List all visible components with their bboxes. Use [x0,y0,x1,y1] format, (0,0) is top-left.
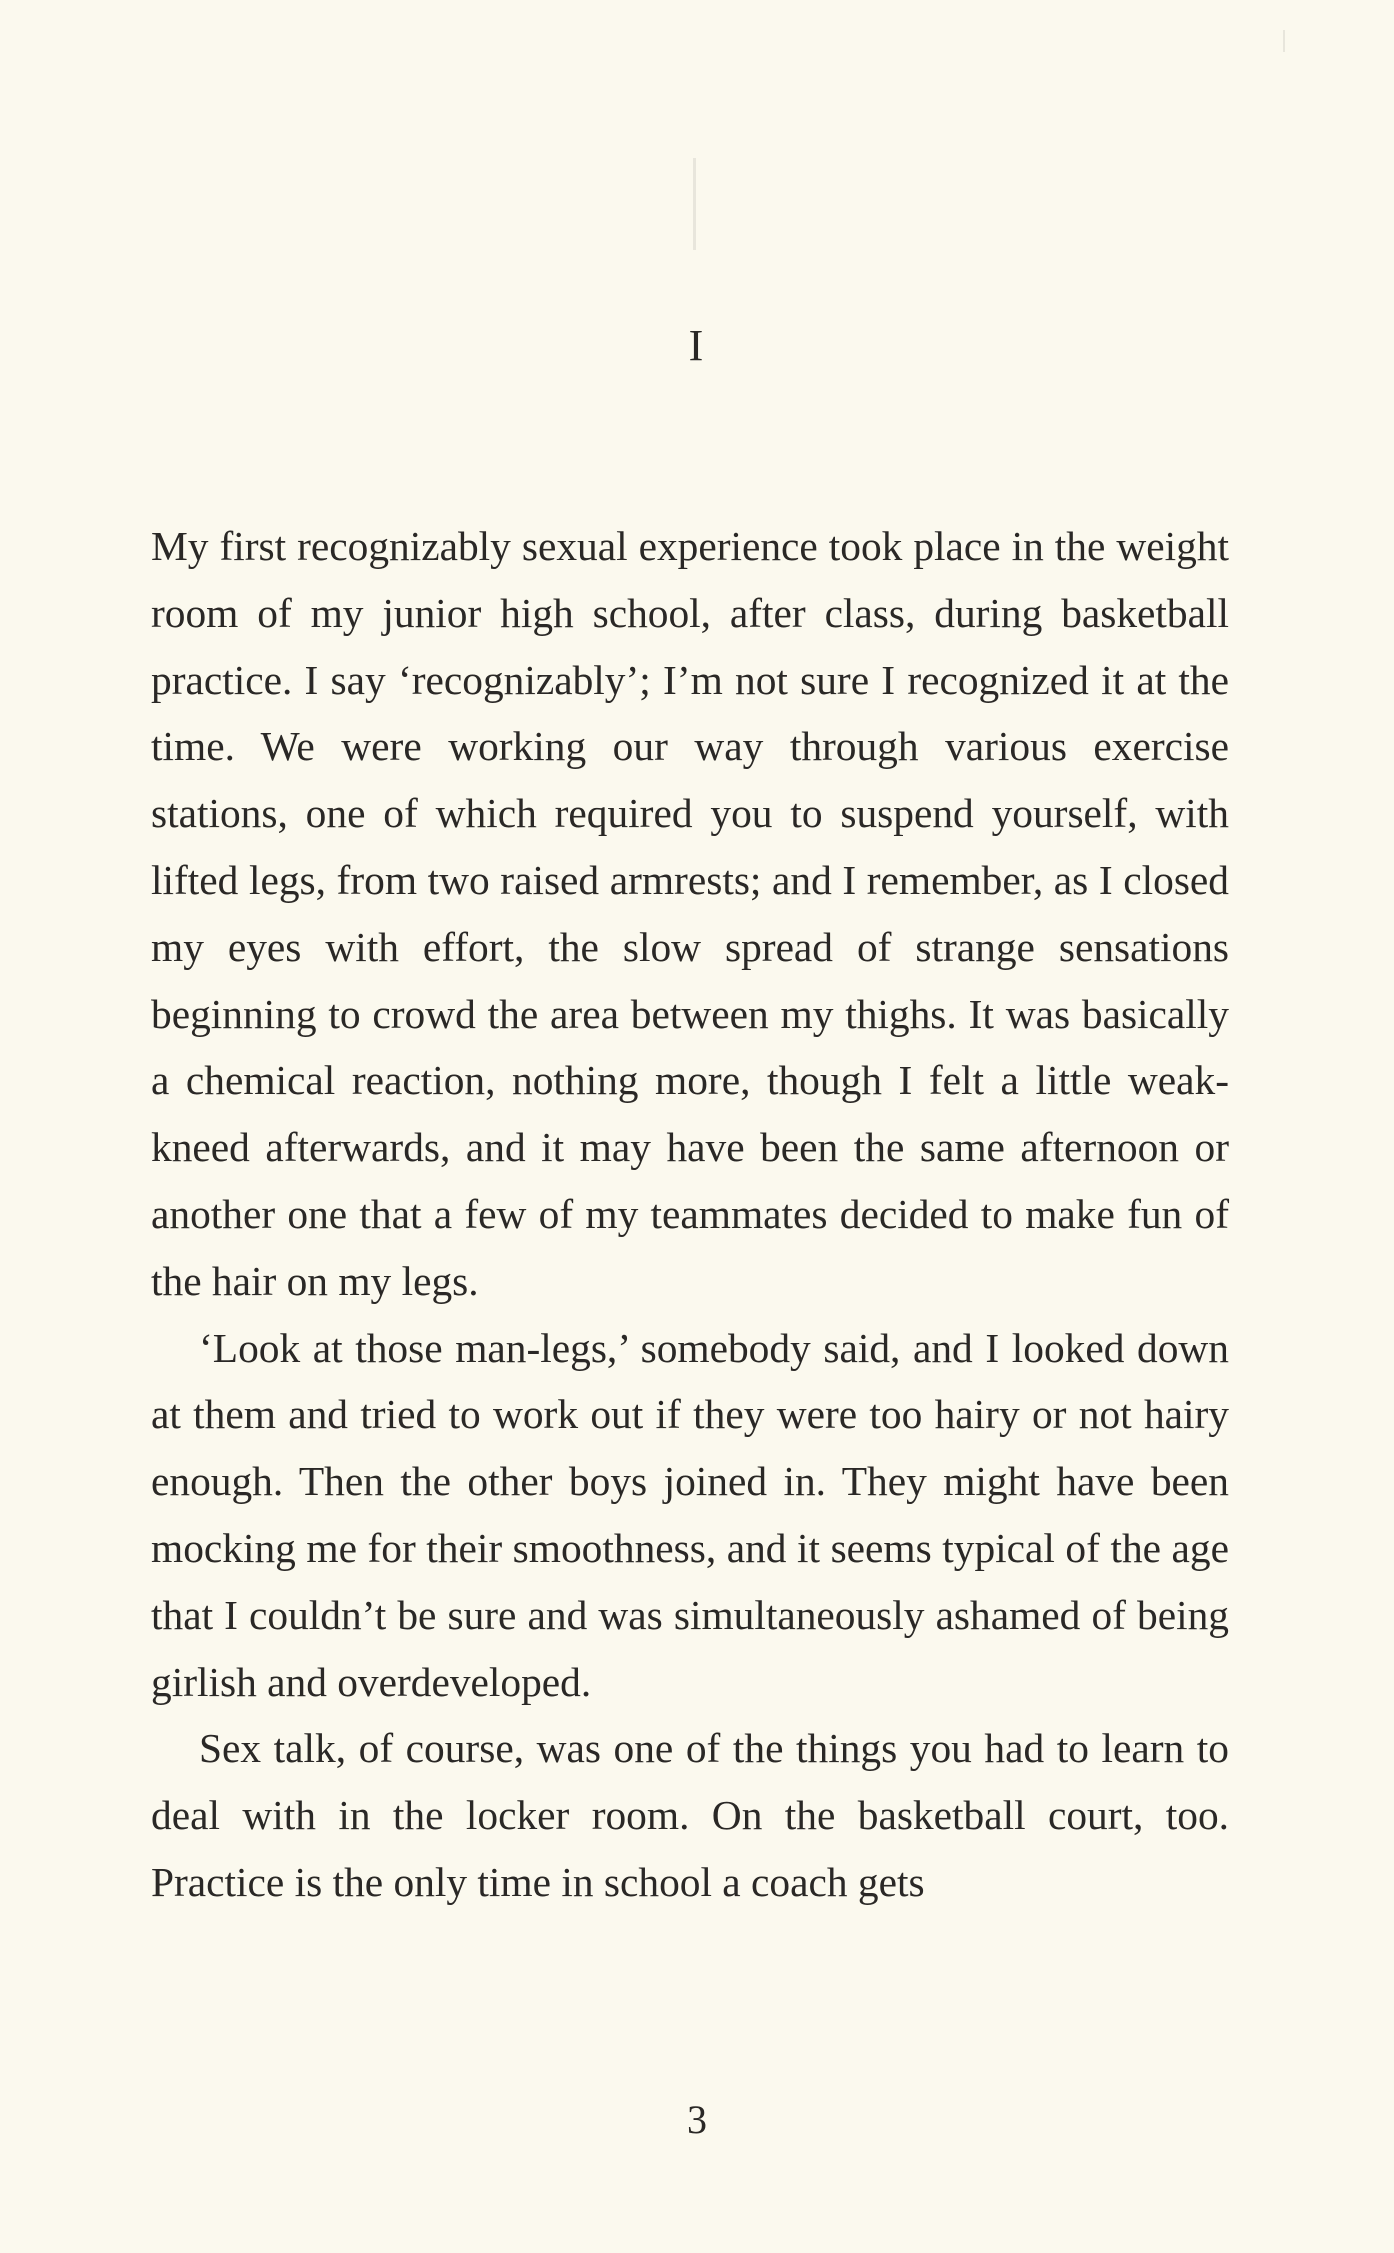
scan-artifact [1283,30,1285,52]
paragraph: Sex talk, of course, was one of the things you had to learn to deal with in the locker room. On the basketball court, too. Practice is the only time in school a coach gets [151,1725,1229,1905]
paragraph: ‘Look at those man-legs,’ somebody said, and I looked down at them and tried to work out if they were too hairy or not hairy enough. Then the other boys joined in. They might have been mocking me for their smoothness, and it seems typical of the age that I couldn’t be sure and was simultaneously ashamed of being girlish and overdeveloped. [151,1324,1229,1705]
page-number: 3 [687,2097,707,2142]
paragraph: My first recognizably sexual experience took place in the weight room of my junior high school, after class, during basketball practice. I say ‘recognizably’; I’m not sure I recognized it at the time. We were working our way through various exercise stations, one of which required you to suspend yourself, with lifted legs, from two raised armrests; and I remember, as I closed my eyes with effort, the slow spread of strange sensations beginning to crowd the area between my thighs. It was basically a chemical reaction, nothing more, though I felt a little weak-kneed afterwards, and it may have been the same afternoon or another one that a few of my teammates decided to make fun of the hair on my legs. [151,523,1229,1304]
scan-artifact [693,158,696,250]
chapter-number: I [688,321,706,370]
chapter-body [151,513,1229,1916]
